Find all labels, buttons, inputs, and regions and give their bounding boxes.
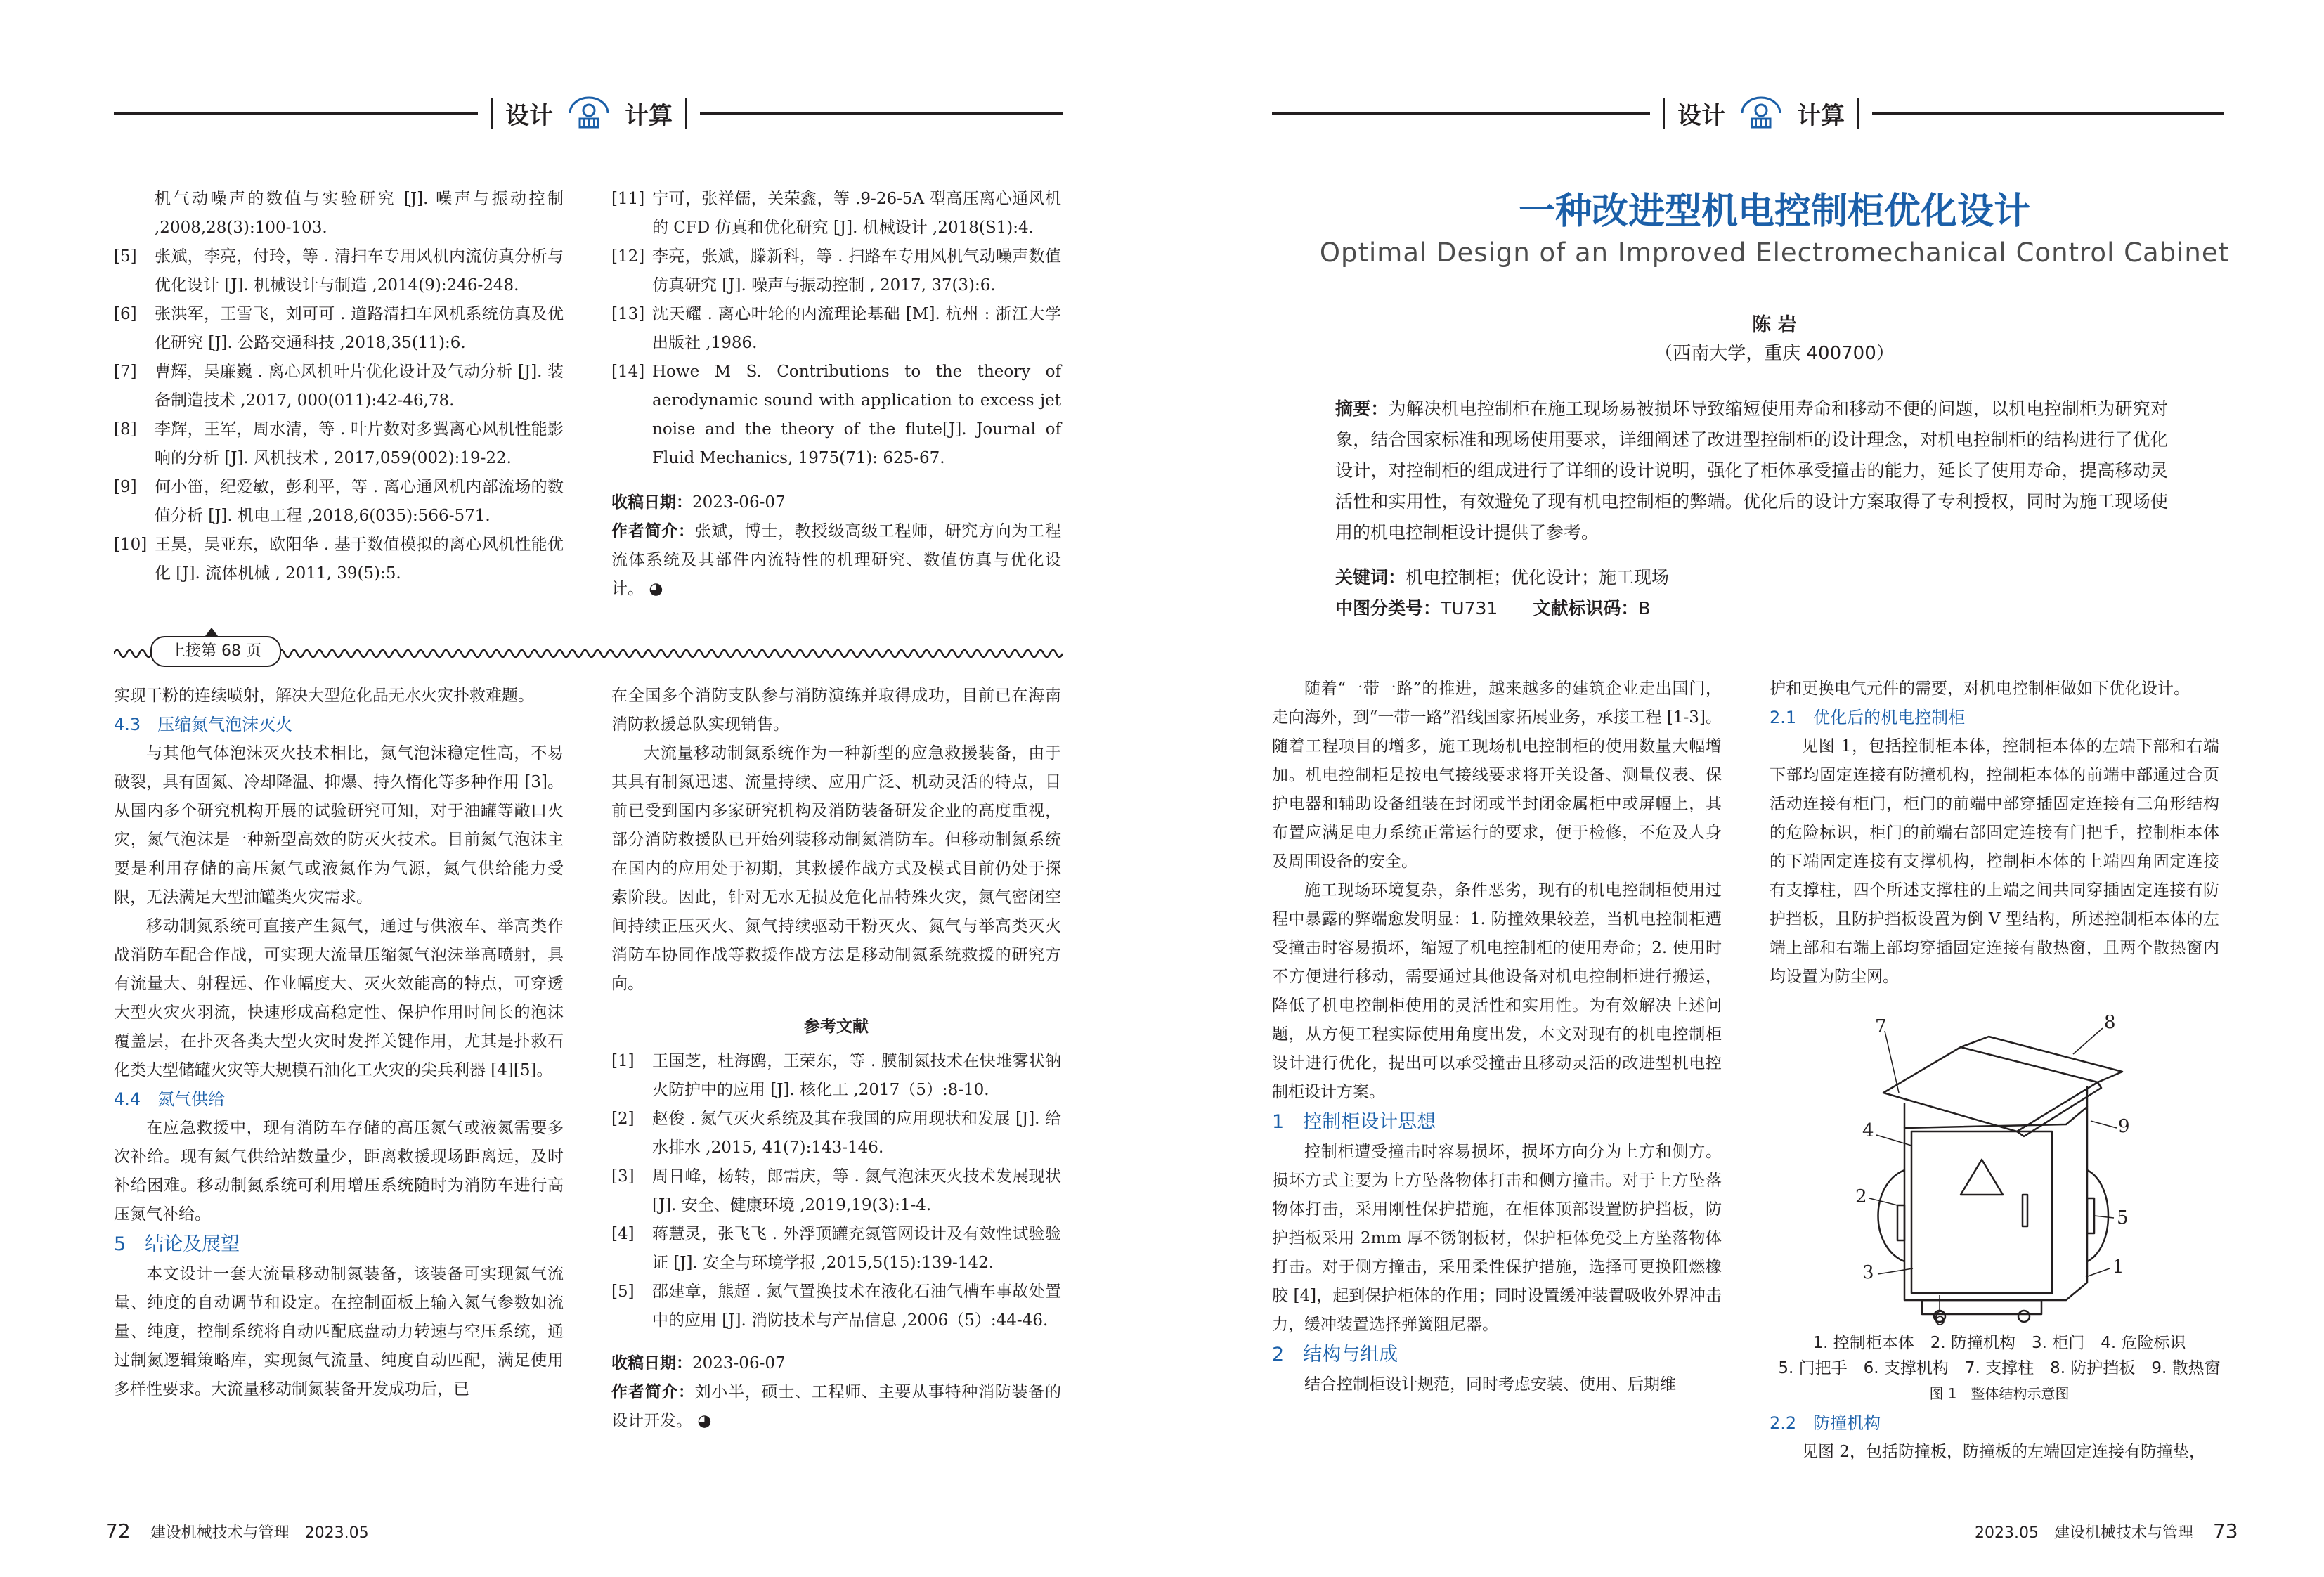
reference-item: [13] 沈天耀 . 离心叶轮的内流理论基础 [M]. 杭州 : 浙江大学出版社 ,1986.	[611, 305, 1061, 352]
fig-number: 9	[2118, 1116, 2130, 1137]
section-heading: 5 结论及展望	[114, 1233, 240, 1255]
received-date: 收稿日期：2023-06-07	[611, 1354, 786, 1372]
cabinet-body	[1904, 1107, 2087, 1300]
hazard-triangle	[1961, 1160, 2003, 1195]
left-bottom-col1	[114, 682, 564, 1404]
fig-number: 7	[1875, 1016, 1887, 1037]
paragraph: 移动制氮系统可直接产生氮气，通过与供液车、举高类作战消防车配合作战，可实现大流量压缩氮气泡沫举高喷射，具有流量大、射程远、作业幅度大、灭火效能高的特点，可穿透大型火灾火羽流，快速形成高稳定性、保护作用时间长的泡沫覆盖层，在扑灭各类大型火灾时发挥关键作用，尤其是扑救石化类大型储罐火灾等大规模石油化工火灾的尖兵利器 [4][5]。	[114, 917, 564, 1079]
left-footer	[105, 1519, 369, 1543]
section-heading: 4.4 氮气供给	[114, 1089, 226, 1109]
paragraph: 随着“一带一路”的推进，越来越多的建筑企业走出国门，走向海外，到“一带一路”沿线国家拓展业务，承接工程 [1-3]。随着工程项目的增多，施工现场机电控制柜的使用数量大幅增加。机电控制柜是按电气接线要求将开关设备、测量仪表、保护电器和辅助设备组装在封闭或半封闭金属柜中或屏幅上，其布置应满足电力系统正常运行的要求，便于检修，不危及人身及周围设备的安全。	[1272, 680, 1722, 871]
reference-item: [1] 王国芝，杜海鸥，王荣东，等 . 膜制氮技术在快堆雾状钠火防护中的应用 [J]. 核化工 ,2017（5）:8-10.	[611, 1052, 1061, 1099]
bumper-left	[1878, 1170, 1905, 1261]
continued-marker-icon	[205, 628, 218, 636]
reference-item: [2] 赵俊 . 氮气灭火系统及其在我国的应用现状和发展 [J]. 给水排水 ,2015, 41(7):143-146.	[611, 1110, 1061, 1157]
fig-number: 2	[1855, 1186, 1867, 1207]
design-calc-logo-icon	[1738, 95, 1784, 131]
fig-number: 5	[2117, 1207, 2129, 1228]
protective-cover	[1883, 1047, 2098, 1131]
right-col1	[1272, 675, 1722, 1399]
left-header-label-b: 计算	[625, 101, 673, 130]
right-footer	[1975, 1519, 2238, 1543]
left-top-col2	[611, 185, 1061, 604]
figure-legend	[1757, 1330, 2242, 1406]
paragraph: 大流量移动制氮系统作为一种新型的应急救援装备，由于其具有制氮迅速、流量持续、应用广泛、机动灵活的特点，目前已受到国内多家研究机构及消防装备研发企业的高度重视，部分消防救援队已开始列装移动制氮消防车。但移动制氮系统在国内的应用处于初期，其救援作战方式及模式目前仍处于探索阶段。因此，针对无水无损及危化品特殊火灾，氮气密闭空间持续正压灭火、氮气持续驱动干粉灭火、氮气与举高类灭火消防车协同作战等救援作战方法是移动制氮系统救援的研究方向。	[611, 744, 1061, 993]
article-author: 陈 岩	[1752, 314, 1797, 336]
reference-item: [4] 蒋慧灵，张飞飞 . 外浮顶罐充氮管网设计及有效性试验验证 [J]. 安全与环境学报 ,2015,5(15):139-142.	[611, 1225, 1061, 1272]
reference-item: [11] 宁可，张祥儒，关荣鑫，等 .9-26-5A 型高压离心通风机的 CFD 仿真和优化研究 [J]. 机械设计 ,2018(S1):4.	[611, 190, 1061, 237]
fig-number: 4	[1862, 1120, 1874, 1141]
article-title: 一种改进型机电控制柜优化设计	[1518, 190, 2030, 233]
left-header	[478, 93, 700, 134]
end-mark-icon: ◕	[649, 580, 663, 598]
reference-item: [9] 何小笛，纪爱敏，彭利平，等 . 离心通风机内部流场的数值分析 [J]. 机电工程 ,2018,6(035):566-571.	[114, 478, 564, 525]
author-bio: 作者简介：刘小半，硕士、工程师、主要从事特种消防装备的设计开发。 ◕	[611, 1383, 1062, 1430]
figure-caption: 图 1 整体结构示意图	[1929, 1385, 2070, 1402]
door-handle	[2023, 1195, 2027, 1226]
page-number: 73	[2212, 1519, 2238, 1543]
reference-item: [3] 周日峰，杨转，郎需庆，等 . 氮气泡沫灭火技术发展现状 [J]. 安全、健康环境 ,2019,19(3):1-4.	[611, 1167, 1061, 1214]
journal-name: 建设机械技术与管理 2023.05	[150, 1524, 369, 1542]
paragraph: 实现干粉的连续喷射，解决大型危化品无水火灾扑救难题。	[114, 687, 534, 705]
page-number: 72	[105, 1519, 131, 1543]
right-col2	[1770, 675, 2219, 992]
fig-number: 6	[1934, 1309, 1946, 1325]
paragraph: 与其他气体泡沫灭火技术相比，氮气泡沫稳定性高，不易破裂，具有固氮、冷却降温、抑爆、持久惰化等多种作用 [3]。从国内多个研究机构开展的试验研究可知，对于油罐等敞口火灾，氮气泡沫是一种新型高效的防灭火技术。目前氮气泡沫主要是利用存储的高压氮气或液氮作为气源，氮气供给能力受限，无法满足大型油罐类火灾需求。	[114, 744, 564, 907]
cabinet-figure	[1855, 1015, 2136, 1325]
paragraph: 见图 1，包括控制柜本体，控制柜本体的左端下部和右端下部均固定连接有防撞机构，控制柜本体的前端中部通过合页活动连接有柜门，柜门的前端中部穿插固定连接有三角形结构的危险标识，柜门的前端右部固定连接有门把手，控制柜本体的下端固定连接有支撑机构，控制柜本体的上端四角固定连接有支撑柱，四个所述支撑柱的上端之间共同穿插固定连接有防护挡板，且防护挡板设置为倒 V 型结构，所述控制柜本体的左端上部和右端上部均穿插固定连接有散热窗，且两个散热窗内均设置为防尘网。	[1770, 737, 2219, 986]
received-date: 收稿日期：2023-06-07	[611, 493, 786, 512]
left-header-label-a: 设计	[505, 101, 553, 130]
reference-item: [7] 曹辉，吴廉巍 . 离心风机叶片优化设计及气动分析 [J]. 装备制造技术 ,2017, 000(011):42-46,78.	[114, 363, 564, 410]
right-header-label-a: 设计	[1677, 101, 1725, 130]
paragraph: 结合控制柜设计规范，同时考虑安装、使用、后期维	[1304, 1375, 1676, 1394]
paragraph: 在应急救援中，现有消防车存储的高压氮气或液氮需要多次补给。现有氮气供给站数量少，距离救援现场距离远，及时补给困难。移动制氮系统可利用增压系统随时为消防车进行高压氮气补给。	[114, 1119, 564, 1224]
paragraph: 见图 2，包括防撞板，防撞板的左端固定连接有防撞垫，	[1802, 1443, 2205, 1461]
author-affiliation: （西南大学，重庆 400700）	[1654, 343, 1895, 364]
paragraph: 控制柜遭受撞击时容易损坏，损坏方向分为上方和侧方。损坏方式主要为上方坠落物体打击和侧方撞击。对于上方坠落物体打击，采用刚性保护措施，在柜体顶部设置防护挡板，防护挡板采用 2mm 厚不锈钢板材，保护柜体免受上方坠落物体打击。对于侧方撞击，采用柔性保护措施，选择可更换阻燃橡胶 [4]，起到保护柜体的作用；同时设置缓冲装置吸收外界冲击力，缓冲装置选择弹簧阻尼器。	[1272, 1143, 1722, 1334]
cabinet-door	[1911, 1131, 2052, 1293]
section-heading: 2.2 防撞机构	[1770, 1413, 1881, 1433]
reference-item: 机气动噪声的数值与实验研究 [J]. 噪声与振动控制 ,2008,28(3):100-103.	[155, 190, 564, 237]
author-bio: 作者简介：张斌，博士，教授级高级工程师，研究方向为工程流体系统及其部件内流特性的机理研究、数值仿真与优化设计。 ◕	[611, 522, 1062, 598]
article-title-en: Optimal Design of an Improved Electromechanical Control Cabinet	[1319, 238, 2230, 268]
paragraph: 在全国多个消防支队参与消防演练并取得成功，目前已在海南消防救援总队实现销售。	[611, 687, 1061, 734]
left-top-col1	[114, 185, 564, 588]
fig-number: 1	[2112, 1257, 2124, 1278]
keywords: 关键词：机电控制柜；优化设计；施工现场	[1335, 567, 1670, 588]
journal-name: 2023.05 建设机械技术与管理	[1975, 1524, 2193, 1542]
legend-line: 1. 控制柜本体 2. 防撞机构 3. 柜门 4. 危险标识	[1812, 1334, 2186, 1352]
section-heading: 1 控制柜设计思想	[1272, 1111, 1436, 1133]
classification: 中图分类号：TU731 文献标识码：B	[1335, 598, 1651, 618]
references-heading: 参考文献	[804, 1018, 869, 1036]
reference-item: [8] 李辉，王军，周水清，等 . 叶片数对多翼离心风机性能影响的分析 [J]. 风机技术 , 2017,059(002):19-22.	[114, 420, 564, 467]
keywords-block	[1335, 562, 2168, 624]
right-col2-bottom	[1770, 1409, 2219, 1467]
right-header	[1650, 93, 1872, 134]
reference-item: [5] 张斌，李亮，付玲，等 . 清扫车专用风机内流仿真分析与优化设计 [J]. 机械设计与制造 ,2014(9):246-248.	[114, 247, 564, 294]
reference-item: [14] Howe M S. Contributions to the theory of aerodynamic sound with application to excess jet noise and the theory of the flute[J]. Journal of Fluid Mechanics, 1975(71): 625-67.	[611, 363, 1061, 467]
section-heading: 4.3 压缩氮气泡沫灭火	[114, 715, 293, 734]
section-heading: 2 结构与组成	[1272, 1344, 1398, 1365]
reference-item: [5] 邵建章，熊超 . 氮气置换技术在液化石油气槽车事故处置中的应用 [J]. 消防技术与产品信息 ,2006（5）:44-46.	[611, 1283, 1061, 1330]
design-calc-logo-icon	[566, 95, 612, 131]
legend-line: 5. 门把手 6. 支撑机构 7. 支撑柱 8. 防护挡板 9. 散热窗	[1778, 1359, 2221, 1377]
continued-tag: 上接第 68 页	[150, 636, 281, 667]
paragraph: 施工现场环境复杂，条件恶劣，现有的机电控制柜使用过程中暴露的弊端愈发明显：1. 防撞效果较差，当机电控制柜遭受撞击时容易损坏，缩短了机电控制柜的使用寿命；2. 使用时不方便进行移动，需要通过其他设备对机电控制柜进行搬运，降低了机电控制柜使用的灵活性和实用性。为有效解决上述问题，从方便工程实际使用角度出发，本文对现有的机电控制柜设计进行优化，提出可以承受撞击且移动灵活的改进型机电控制柜设计方案。	[1272, 881, 1722, 1101]
section-heading: 2.1 优化后的机电控制柜	[1770, 708, 1966, 727]
reference-item: [6] 张洪军，王雪飞，刘可可 . 道路清扫车风机系统仿真及优化研究 [J]. 公路交通科技 ,2018,35(11):6.	[114, 305, 564, 352]
paragraph: 护和更换电气元件的需要，对机电控制柜做如下优化设计。	[1770, 680, 2190, 698]
left-bottom-col2	[611, 682, 1061, 1436]
reference-item: [10] 王昊，吴亚东，欧阳华 . 基于数值模拟的离心风机性能优化 [J]. 流体机械 , 2011, 39(5):5.	[114, 536, 564, 583]
reference-item: [12] 李亮，张斌，滕新科，等 . 扫路车专用风机气动噪声数值仿真研究 [J]. 噪声与振动控制 , 2017, 37(3):6.	[611, 247, 1061, 294]
end-mark-icon: ◕	[697, 1412, 712, 1430]
abstract: 摘要：为解决机电控制柜在施工现场易被损坏导致缩短使用寿命和移动不便的问题，以机电控制柜为研究对象，结合国家标准和现场使用要求，详细阐述了改进型控制柜的设计理念，对机电控制柜的结构进行了优化设计，对控制柜的组成进行了详细的设计说明，强化了柜体承受撞击的能力，延长了使用寿命，提高移动灵活性和实用性，有效避免了现有机电控制柜的弊端。优化后的设计方案取得了专利授权，同时为施工现场使用的机电控制柜设计提供了参考。	[1335, 398, 2168, 543]
fig-number: 3	[1862, 1262, 1874, 1283]
fig-number: 8	[2104, 1015, 2116, 1033]
paragraph: 本文设计一套大流量移动制氮装备，该装备可实现氮气流量、纯度的自动调节和设定。在控制面板上输入氮气参数如流量、纯度，控制系统将自动匹配底盘动力转速与空压系统，通过制氮逻辑策略库，实现氮气流量、纯度自动匹配，满足使用多样性要求。大流量移动制氮装备开发成功后，已	[114, 1265, 564, 1398]
right-header-label-b: 计算	[1797, 101, 1845, 130]
